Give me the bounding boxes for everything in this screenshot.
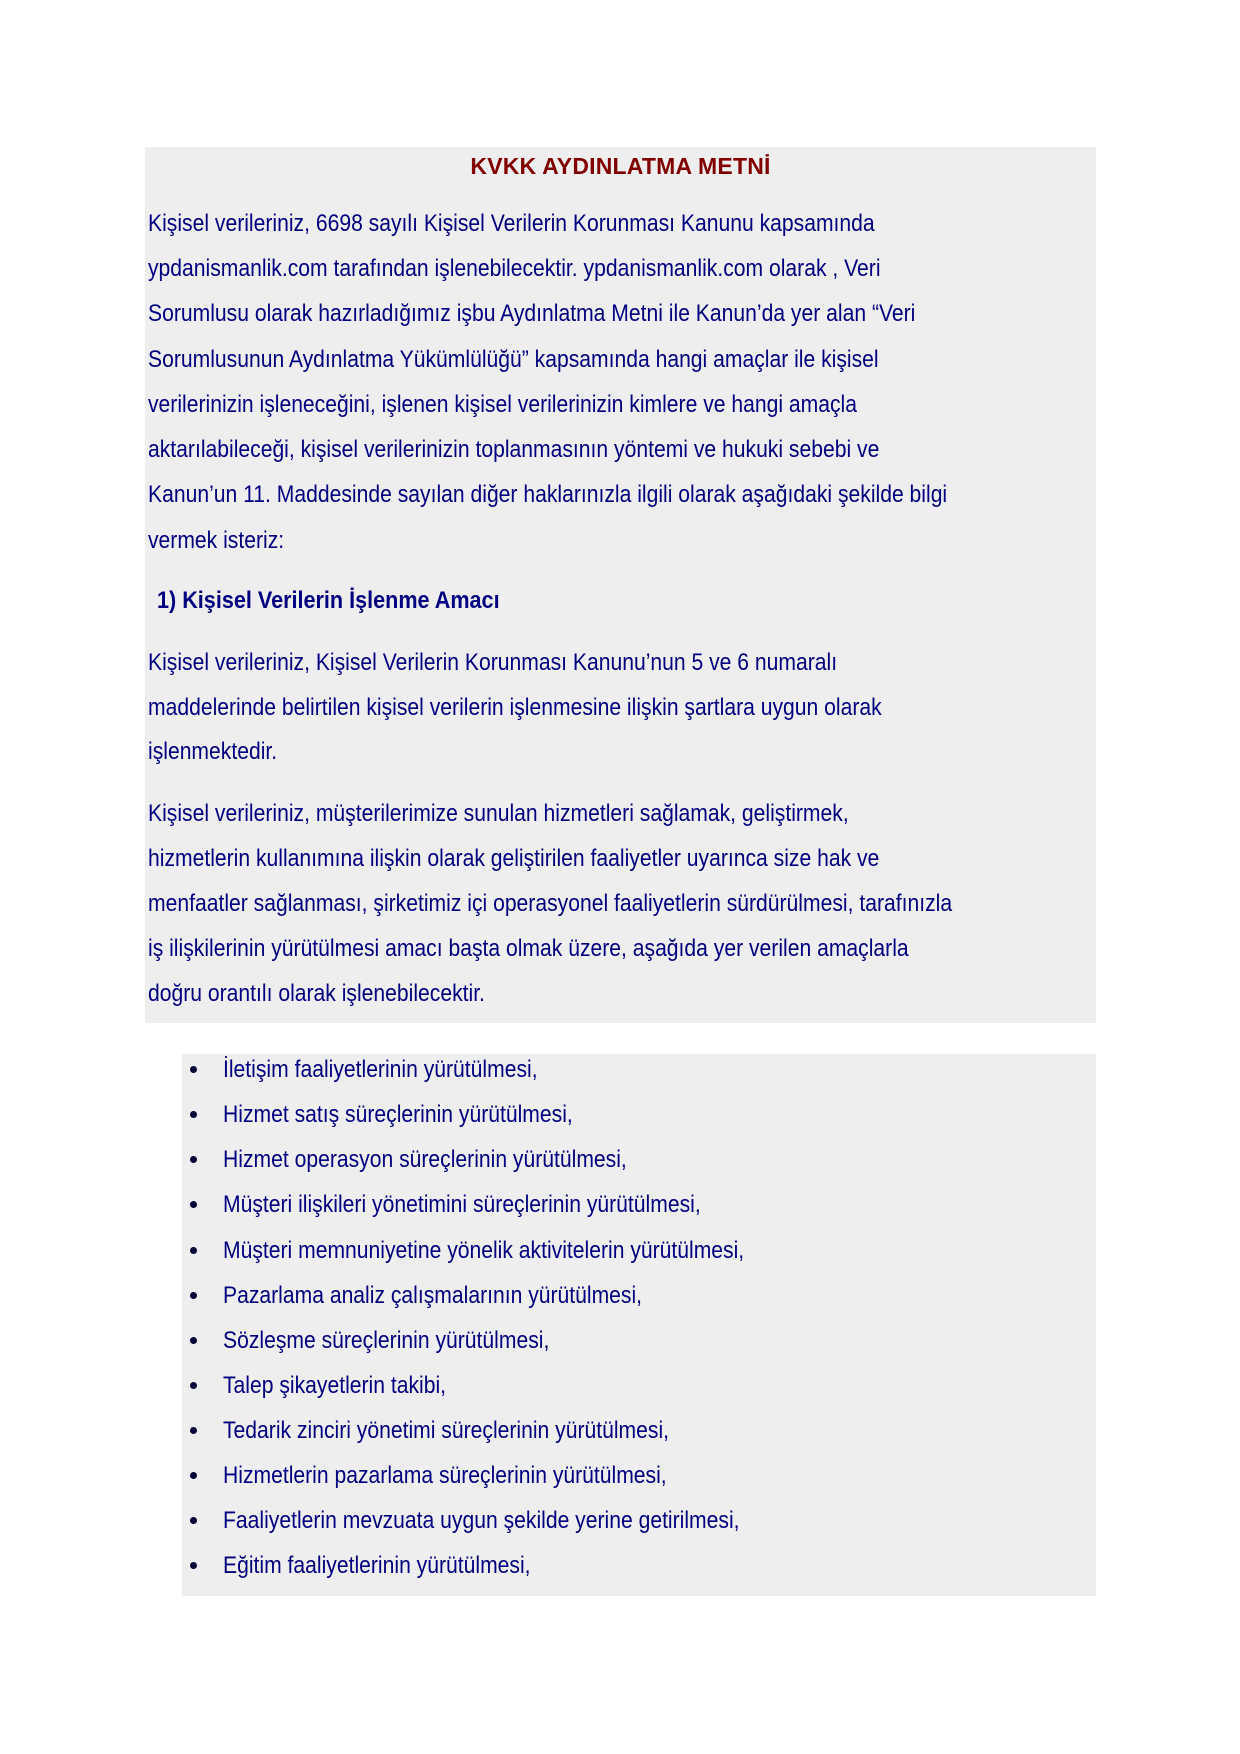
paragraph-line: Kişisel verileriniz, müşterilerimize sunulan hizmetleri sağlamak, geliştirmek, (148, 800, 849, 827)
list-item (182, 1461, 1082, 1491)
list-item-text: İletişim faaliyetlerinin yürütülmesi, (223, 1056, 538, 1083)
intro-line: ypdanismanlik.com tarafından işlenebilecektir. ypdanismanlik.com olarak , Veri (148, 255, 881, 282)
list-item (182, 1145, 1082, 1175)
paragraph-line: maddelerinde belirtilen kişisel verilerin işlenmesine ilişkin şartlara uygun olarak (148, 694, 882, 721)
bullet-icon (190, 1472, 197, 1479)
paragraph-line: menfaatler sağlanması, şirketimiz içi operasyonel faaliyetlerin sürdürülmesi, tarafınızla (148, 890, 953, 917)
bullet-icon (190, 1247, 197, 1254)
paragraph-line: hizmetlerin kullanımına ilişkin olarak geliştirilen faaliyetler uyarınca size hak ve (148, 845, 880, 872)
list-item (182, 1326, 1082, 1356)
list-item-text: Eğitim faaliyetlerinin yürütülmesi, (223, 1552, 531, 1579)
list-item (182, 1055, 1082, 1085)
list-item (182, 1236, 1082, 1266)
bullet-icon (190, 1337, 197, 1344)
bullet-icon (190, 1382, 197, 1389)
list-item (182, 1506, 1082, 1536)
list-item (182, 1551, 1082, 1581)
list-item (182, 1371, 1082, 1401)
bullet-icon (190, 1066, 197, 1073)
intro-line: Sorumlusu olarak hazırladığımız işbu Aydınlatma Metni ile Kanun’da yer alan “Veri (148, 300, 916, 327)
paragraph-line: iş ilişkilerinin yürütülmesi amacı başta olmak üzere, aşağıda yer verilen amaçlarla (148, 935, 909, 962)
bullet-icon (190, 1562, 197, 1569)
list-item-text: Sözleşme süreçlerinin yürütülmesi, (223, 1327, 550, 1354)
bullet-icon (190, 1156, 197, 1163)
section-heading: 1) Kişisel Verilerin İşlenme Amacı (157, 587, 500, 614)
list-item-text: Müşteri memnuniyetine yönelik aktivitelerin yürütülmesi, (223, 1237, 745, 1264)
bullet-icon (190, 1111, 197, 1118)
list-item-text: Hizmet satış süreçlerinin yürütülmesi, (223, 1101, 573, 1128)
paragraph-line: işlenmektedir. (148, 738, 278, 765)
intro-line: Sorumlusunun Aydınlatma Yükümlülüğü” kapsamında hangi amaçlar ile kişisel (148, 346, 879, 373)
list-item (182, 1281, 1082, 1311)
intro-line: Kişisel verileriniz, 6698 sayılı Kişisel Verilerin Korunması Kanunu kapsamında (148, 210, 875, 237)
list-item-text: Pazarlama analiz çalışmalarının yürütülmesi, (223, 1282, 643, 1309)
bullet-icon (190, 1292, 197, 1299)
intro-line: Kanun’un 11. Maddesinde sayılan diğer haklarınızla ilgili olarak aşağıdaki şekilde bilgi (148, 481, 948, 508)
purposes-list (182, 1054, 1096, 1596)
list-item-text: Müşteri ilişkileri yönetimini süreçlerinin yürütülmesi, (223, 1191, 701, 1218)
paragraph-line: Kişisel verileriniz, Kişisel Verilerin Korunması Kanunu’nun 5 ve 6 numaralı (148, 649, 838, 676)
intro-line: aktarılabileceği, kişisel verilerinizin toplanmasının yöntemi ve hukuki sebebi ve (148, 436, 880, 463)
intro-panel (145, 147, 1096, 1023)
intro-line: verilerinizin işleneceğini, işlenen kişisel verilerinizin kimlere ve hangi amaçla (148, 391, 858, 418)
bullet-icon (190, 1517, 197, 1524)
list-item (182, 1190, 1082, 1220)
intro-line: vermek isteriz: (148, 527, 285, 554)
list-item-text: Tedarik zinciri yönetimi süreçlerinin yürütülmesi, (223, 1417, 670, 1444)
list-item (182, 1416, 1082, 1446)
list-item-text: Hizmetlerin pazarlama süreçlerinin yürütülmesi, (223, 1462, 667, 1489)
paragraph-line: doğru orantılı olarak işlenebilecektir. (148, 980, 485, 1007)
bullet-icon (190, 1427, 197, 1434)
list-item-text: Hizmet operasyon süreçlerinin yürütülmesi, (223, 1146, 627, 1173)
list-item-text: Faaliyetlerin mevzuata uygun şekilde yerine getirilmesi, (223, 1507, 740, 1534)
list-item (182, 1100, 1082, 1130)
document-title: KVKK AYDINLATMA METNİ (470, 153, 771, 179)
list-item-text: Talep şikayetlerin takibi, (223, 1372, 447, 1399)
bullet-icon (190, 1201, 197, 1208)
